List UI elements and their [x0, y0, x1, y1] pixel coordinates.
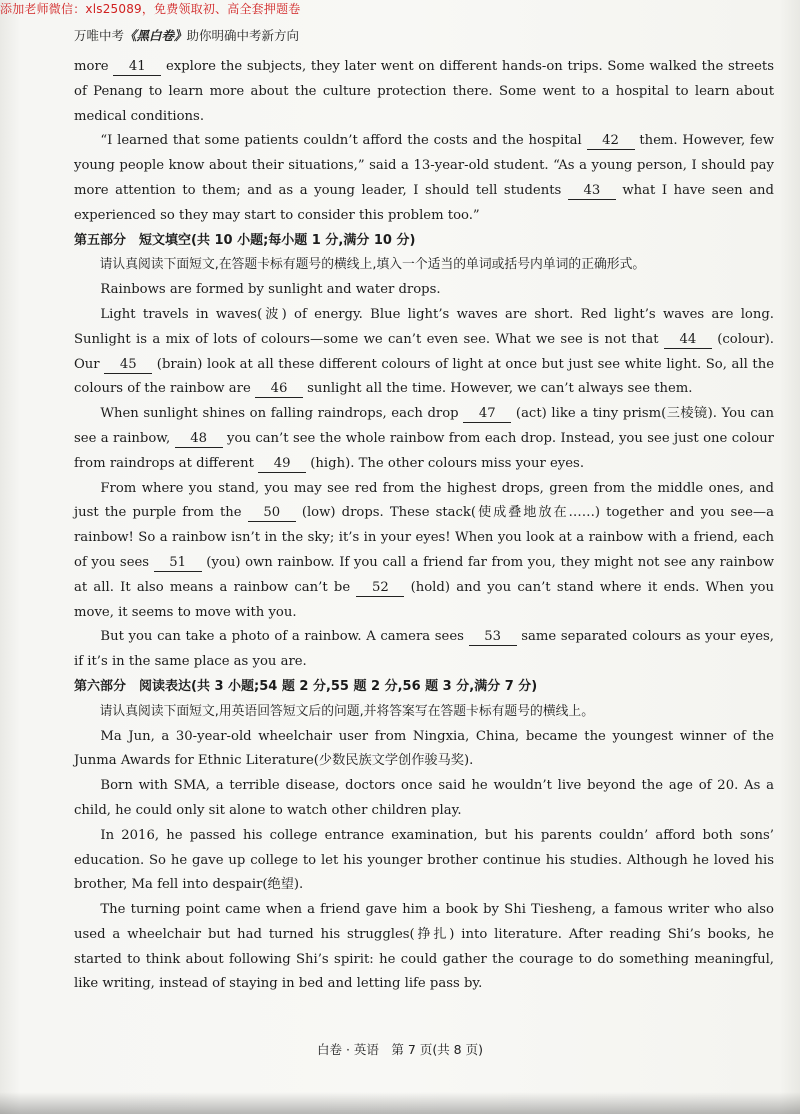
- paragraph-p5-2: Light travels in waves(波) of energy. Blue light’s waves are short. Red light’s waves are long. Sunlight is a mix of lots of colours—some we can’t even see. What we see is not that 44 (colour). Our 45 (brain) look at all these different colours of light at once but just see white light. So, all the colours of the rainbow are 46 sunlight all the time. However, we can’t always see them.: [74, 306, 774, 397]
- watermark-text: 添加老师微信：xls25089，免费领取初、高全套押题卷: [0, 2, 301, 16]
- blank-50: 50: [248, 505, 296, 522]
- paragraph-p5-3: When sunlight shines on falling raindrops, each drop 47 (act) like a tiny prism(三棱镜). You can see a rainbow, 48 you can’t see the whole rainbow from each drop. Instead, you see just one colour from raindrops at different 49 (high). The other colours miss your eyes.: [74, 406, 774, 471]
- section-heading-part5: 第五部分 短文填空(共 10 小题;每小题 1 分,满分 10 分): [74, 232, 416, 248]
- section-heading-part6: 第六部分 阅读表达(共 3 小题;54 题 2 分,55 题 2 分,56 题 3 分,满分 7 分): [74, 678, 538, 694]
- section-instruction-part5: 请认真阅读下面短文,在答题卡标有题号的横线上,填入一个适当的单词或括号内单词的正确形式。: [99, 257, 646, 273]
- blank-44: 44: [664, 332, 712, 349]
- blank-46: 46: [255, 381, 303, 398]
- paragraph-p5-1: Rainbows are formed by sunlight and water drops.: [100, 282, 441, 298]
- header-suffix: 助你明确中考新方向: [186, 28, 300, 43]
- paragraph-p5-5: But you can take a photo of a rainbow. A camera sees 53 same separated colours as your eyes, if it’s in the same place as you are.: [74, 629, 774, 670]
- header-brand: 《黑白卷》: [124, 28, 187, 43]
- blank-43: 43: [568, 183, 616, 200]
- blank-53: 53: [469, 629, 517, 646]
- blank-52: 52: [356, 580, 404, 597]
- page-footer: 白卷 · 英语 第 7 页(共 8 页): [317, 1042, 483, 1057]
- page-content: [74, 55, 774, 997]
- blank-41: 41: [113, 59, 161, 76]
- blank-47: 47: [463, 406, 511, 423]
- page-header: [74, 26, 299, 44]
- blank-45: 45: [104, 357, 152, 374]
- blank-48: 48: [175, 431, 223, 448]
- paragraph-p4-cont-1: more 41 explore the subjects, they later went on different hands-on trips. Some walked the streets of Penang to learn more about the culture protection there. Some went to a hospital to learn about medical conditions.: [74, 59, 774, 124]
- section-instruction-part6: 请认真阅读下面短文,用英语回答短文后的问题,并将答案写在答题卡标有题号的横线上。: [99, 703, 595, 719]
- paragraph-p6-3: In 2016, he passed his college entrance examination, but his parents couldn’ afford both sons’ education. So he gave up college to let his younger brother continue his studies. Although he loved his brother, Ma fell into despair(绝望).: [74, 827, 774, 893]
- paragraph-p5-4: From where you stand, you may see red from the highest drops, green from the middle ones, and just the purple from the 50 (low) drops. These stack(使成叠地放在……) together and you see—a rainbow! So a rainbow isn’t in the sky; it’s in your eyes! When you look at a rainbow with a friend, each of you sees 51 (you) own rainbow. If you call a friend far from you, they might not see any rainbow at all. It also means a rainbow can’t be 52 (hold) and you can’t stand where it ends. When you move, it seems to move with you.: [74, 480, 774, 620]
- blank-42: 42: [587, 133, 635, 150]
- blank-49: 49: [258, 456, 306, 473]
- blank-51: 51: [154, 555, 202, 572]
- paragraph-p4-cont-2: “I learned that some patients couldn’t afford the costs and the hospital 42 them. However, few young people know about their situations,” said a 13-year-old student. “As a young person, I should pay more attention to them; and as a young leader, I should tell students 43 what I have seen and experienced so they may start to consider this problem too.”: [74, 133, 774, 223]
- scan-edge-shadow: [0, 1092, 800, 1114]
- paragraph-p6-1: Ma Jun, a 30-year-old wheelchair user from Ningxia, China, became the youngest winner of the Junma Awards for Ethnic Literature(少数民族文学创作骏马奖).: [74, 728, 774, 769]
- header-prefix: 万唯中考: [74, 28, 125, 43]
- paragraph-p6-4: The turning point came when a friend gave him a book by Shi Tiesheng, a famous writer who also used a wheelchair but had turned his struggles(挣扎) into literature. After reading Shi’s books, he started to think about following Shi’s spirit: he could gather the courage to do something meaningful, like writing, instead of staying in bed and letting life pass by.: [74, 902, 774, 992]
- paragraph-p6-2: Born with SMA, a terrible disease, doctors once said he wouldn’t live beyond the age of 20. As a child, he could only sit alone to watch other children play.: [74, 778, 774, 818]
